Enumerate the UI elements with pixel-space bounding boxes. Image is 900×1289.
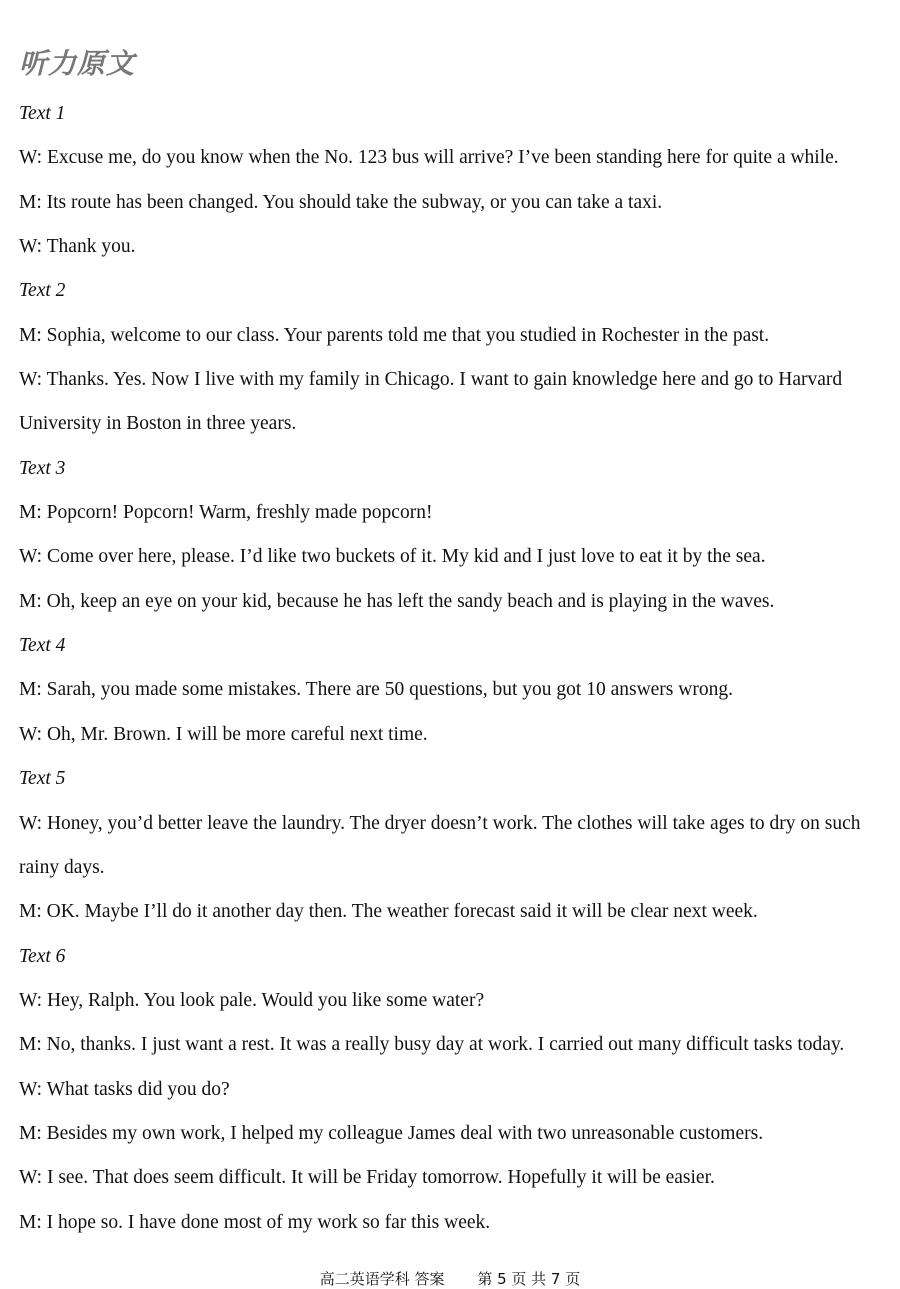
section-label: Text 1 <box>19 103 66 124</box>
section-label: Text 6 <box>19 945 66 967</box>
dialogue-line: rainy days. <box>19 856 105 878</box>
dialogue-line: W: Thank you. <box>19 236 136 258</box>
dialogue-line: W: Oh, Mr. Brown. I will be more careful next time. <box>19 723 428 745</box>
dialogue-line: W: Come over here, please. I’d like two buckets of it. My kid and I just love to eat it by the sea. <box>19 546 766 568</box>
dialogue-line: W: Honey, you’d better leave the laundry. The dryer doesn’t work. The clothes will take ages to dry on such <box>19 812 861 834</box>
dialogue-line: M: Popcorn! Popcorn! Warm, freshly made popcorn! <box>19 502 433 524</box>
page-title: 听力原文 <box>19 47 136 80</box>
section-label: Text 2 <box>19 280 66 302</box>
dialogue-line: W: I see. That does seem difficult. It will be Friday tomorrow. Hopefully it will be easier. <box>19 1167 715 1189</box>
dialogue-line: W: Excuse me, do you know when the No. 123 bus will arrive? I’ve been standing here for quite a while. <box>19 147 839 169</box>
dialogue-line: M: Besides my own work, I helped my colleague James deal with two unreasonable customers. <box>19 1122 764 1144</box>
footer-page-number: 第 5 页 共 7 页 <box>477 1270 581 1288</box>
footer-subject: 高二英语学科 答案 <box>319 1270 445 1288</box>
dialogue-line: University in Boston in three years. <box>19 413 297 435</box>
dialogue-line: W: What tasks did you do? <box>19 1078 230 1100</box>
dialogue-line: M: No, thanks. I just want a rest. It was a really busy day at work. I carried out many difficult tasks today. <box>19 1034 845 1056</box>
page-footer <box>0 1268 900 1289</box>
dialogue-line: M: Its route has been changed. You should take the subway, or you can take a taxi. <box>19 191 663 213</box>
section-label: Text 5 <box>19 768 66 790</box>
section-label: Text 3 <box>19 457 66 479</box>
dialogue-line: M: I hope so. I have done most of my work so far this week. <box>19 1211 491 1233</box>
dialogue-line: W: Hey, Ralph. You look pale. Would you like some water? <box>19 989 485 1011</box>
transcript-body <box>19 96 881 1249</box>
dialogue-line: M: Sophia, welcome to our class. Your parents told me that you studied in Rochester in the past. <box>19 324 770 346</box>
dialogue-line: M: Sarah, you made some mistakes. There are 50 questions, but you got 10 answers wrong. <box>19 679 733 701</box>
dialogue-line: M: Oh, keep an eye on your kid, because he has left the sandy beach and is playing in the waves. <box>19 590 775 612</box>
section-label: Text 4 <box>19 635 66 657</box>
dialogue-line: W: Thanks. Yes. Now I live with my family in Chicago. I want to gain knowledge here and go to Harvard <box>19 369 843 391</box>
dialogue-line: M: OK. Maybe I’ll do it another day then. The weather forecast said it will be clear next week. <box>19 901 758 923</box>
